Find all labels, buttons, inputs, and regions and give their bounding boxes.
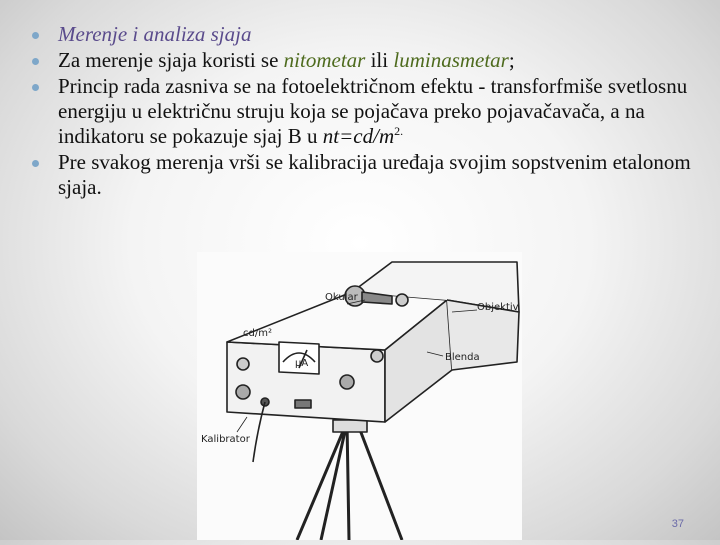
label-meter: μA bbox=[295, 358, 309, 369]
term-luminasmetar: luminasmetar bbox=[393, 48, 509, 72]
label-objektiv: Objektiv bbox=[477, 302, 519, 313]
formula-superscript: 2. bbox=[394, 124, 404, 138]
bullet-text: ili bbox=[365, 48, 394, 72]
bullet-text: Pre svakog merenja vrši se kalibracija uređaja svojim sopstvenim etalonom sjaja. bbox=[58, 150, 691, 199]
bullet-dot bbox=[32, 160, 39, 167]
eyepiece-knob bbox=[396, 294, 408, 306]
leader-kalibrator bbox=[237, 417, 247, 432]
bullet-measurement bbox=[30, 48, 700, 73]
bullet-title bbox=[30, 22, 700, 47]
bullet-dot bbox=[32, 58, 39, 65]
tripod-leg bbox=[297, 422, 402, 540]
page-number: 37 bbox=[671, 518, 684, 530]
formula: nt=cd/m bbox=[322, 124, 395, 148]
bullet-text: Princip rada zasniva se na fotoelektričnom efektu - transforfmiše svetlosnu energiju u električnu struju koja se pojačava preko pojavačavača, a na indikatoru se pokazuje sjaj B u bbox=[58, 74, 688, 148]
label-blenda: Blenda bbox=[445, 352, 480, 363]
luminance-meter-drawing bbox=[197, 252, 522, 540]
bullet-dot bbox=[32, 32, 39, 39]
knob-selector bbox=[236, 385, 250, 399]
luminance-meter-figure bbox=[197, 252, 522, 540]
switch bbox=[295, 400, 311, 408]
knob-aperture bbox=[371, 350, 383, 362]
bullet-text: Za merenje sjaja koristi se bbox=[58, 48, 284, 72]
label-okular: Okular bbox=[325, 292, 358, 303]
bullet-list bbox=[30, 22, 700, 201]
knob-range bbox=[237, 358, 249, 370]
slide-title: Merenje i analiza sjaja bbox=[58, 22, 252, 46]
bullet-calibration bbox=[30, 150, 700, 200]
tripod-head bbox=[333, 420, 367, 432]
term-nitometar: nitometar bbox=[283, 48, 366, 72]
bullet-text: ; bbox=[508, 48, 515, 72]
label-unit: cd/m² bbox=[243, 328, 272, 339]
bullet-principle bbox=[30, 74, 700, 149]
knob-adjust bbox=[340, 375, 354, 389]
bullet-dot bbox=[32, 84, 39, 91]
label-kalibrator: Kalibrator bbox=[201, 434, 250, 445]
